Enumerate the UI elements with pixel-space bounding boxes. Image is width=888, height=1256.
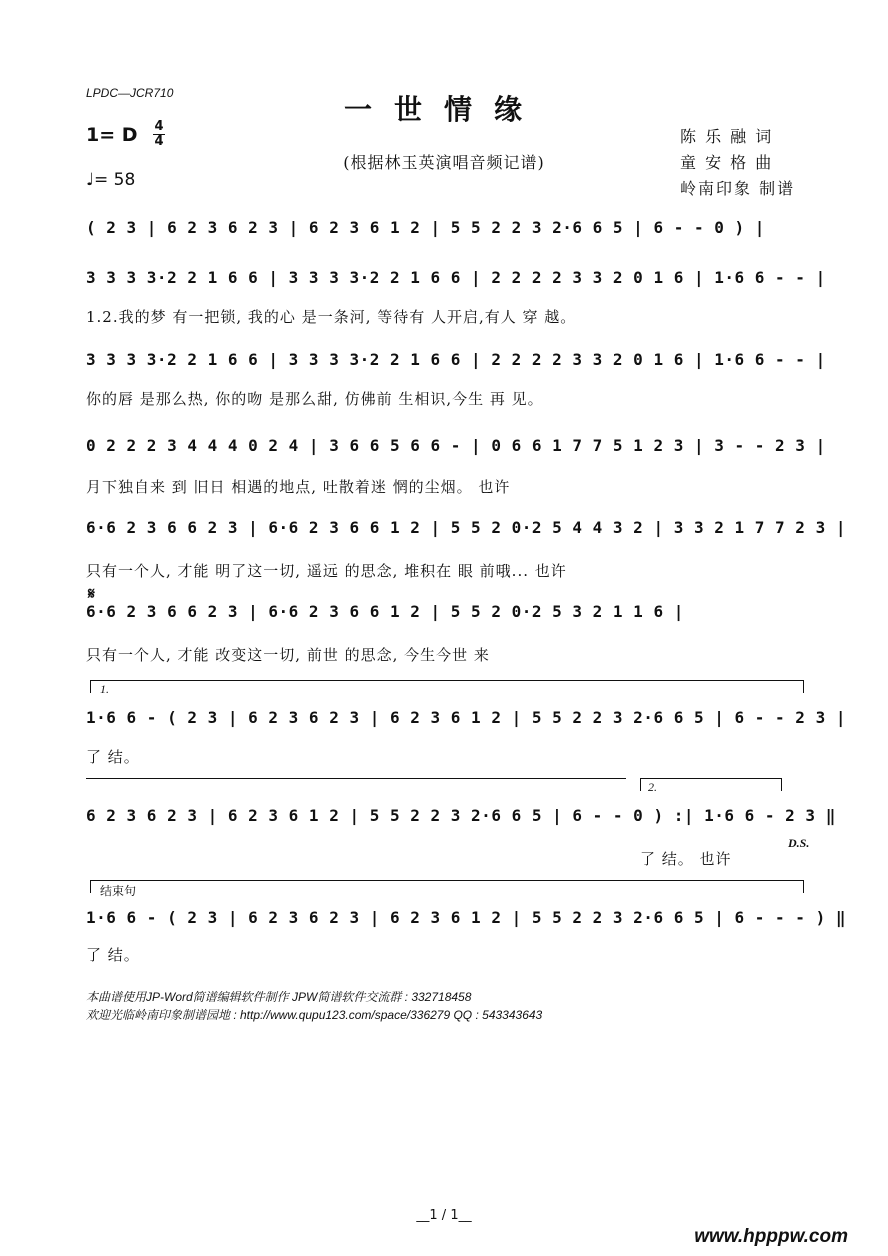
key-signature: 1= D	[86, 124, 138, 146]
volta-1-continuation	[86, 778, 626, 791]
notes-line-5: 6·6 2 3 6 6 2 3 | 6·6 2 3 6 6 1 2 | 5 5 2 0·2 5 4 4 3 2 | 3 3 2 1 7 7 2 3 |	[86, 518, 846, 537]
volta-1-bracket	[90, 680, 804, 693]
composer-credit: 童 安 格 曲	[680, 153, 774, 172]
notes-line-8: 6 2 3 6 2 3 | 6 2 3 6 1 2 | 5 5 2 2 3 2·6 6 5 | 6 - - 0 ) :| 1·6 6 - 2 3 ‖	[86, 806, 836, 825]
song-title: 一世情缘	[343, 93, 544, 126]
notes-line-1: ( 2 3 | 6 2 3 6 2 3 | 6 2 3 6 1 2 | 5 5 2 2 3 2·6 6 5 | 6 - - 0 ) |	[86, 218, 765, 237]
volta-2-label: 2.	[648, 780, 657, 794]
footer-software-note: 本曲谱使用JP-Word简谱编辑软件制作 JPW简谱软件交流群 : 332718458	[86, 990, 472, 1004]
transcriber-credit: 岭南印象 制谱	[680, 179, 796, 198]
subtitle: (根据林玉英演唱音频记谱)	[343, 153, 545, 172]
ds-marking: D.S.	[788, 836, 810, 850]
lyrics-line-7: 了 结。	[86, 748, 140, 766]
lyrics-line-2: 1.2.我的梦 有一把锁, 我的心 是一条河, 等待有 人开启,有人 穿 越。	[86, 308, 577, 326]
site-watermark: www.hpppw.com	[694, 1226, 848, 1247]
lyrics-line-9: 了 结。	[86, 946, 140, 964]
notes-line-7: 1·6 6 - ( 2 3 | 6 2 3 6 2 3 | 6 2 3 6 1 2 | 5 5 2 2 3 2·6 6 5 | 6 - - 2 3 |	[86, 708, 846, 727]
tempo-marking: ♩= 58	[86, 170, 136, 190]
notes-line-4: 0 2 2 2 3 4 4 4 0 2 4 | 3 6 6 5 6 6 - | 0 6 6 1 7 7 5 1 2 3 | 3 - - 2 3 |	[86, 436, 826, 455]
notes-line-9: 1·6 6 - ( 2 3 | 6 2 3 6 2 3 | 6 2 3 6 1 2 | 5 5 2 2 3 2·6 6 5 | 6 - - - ) ‖	[86, 908, 846, 927]
lyrics-line-4: 月下独自来 到 旧日 相遇的地点, 吐散着迷 惘的尘烟。 也许	[86, 478, 511, 496]
time-top: 4	[154, 119, 164, 134]
footer-website-note: 欢迎光临岭南印象制谱园地 : http://www.qupu123.com/space/336279 QQ : 543343643	[86, 1008, 543, 1022]
notes-line-2: 3 3 3 3·2 2 1 6 6 | 3 3 3 3·2 2 1 6 6 | 2 2 2 2 3 3 2 0 1 6 | 1·6 6 - - |	[86, 268, 826, 287]
score-code: LPDC—JCR710	[86, 86, 174, 100]
lyricist-credit: 陈 乐 融 词	[680, 127, 774, 146]
lyrics-line-3: 你的唇 是那么热, 你的吻 是那么甜, 仿佛前 生相识,今生 再 见。	[86, 390, 544, 408]
lyrics-line-6: 只有一个人, 才能 改变这一切, 前世 的思念, 今生今世 来	[86, 646, 490, 664]
time-bottom: 4	[154, 134, 164, 149]
ending-label: 结束句	[100, 884, 137, 898]
lyrics-line-5: 只有一个人, 才能 明了这一切, 遥远 的思念, 堆积在 眼 前哦... 也许	[86, 562, 567, 580]
notes-line-6: 6·6 2 3 6 6 2 3 | 6·6 2 3 6 6 1 2 | 5 5 2 0·2 5 3 2 1 1 6 |	[86, 602, 684, 621]
page-number: __1 / 1__	[416, 1208, 472, 1223]
notes-line-3: 3 3 3 3·2 2 1 6 6 | 3 3 3 3·2 2 1 6 6 | 2 2 2 2 3 3 2 0 1 6 | 1·6 6 - - |	[86, 350, 826, 369]
volta-2-bracket	[640, 778, 782, 791]
ending-bracket	[90, 880, 804, 893]
lyrics-line-8: 了 结。 也许	[640, 850, 732, 868]
segno-sign: 𝄋	[88, 584, 95, 603]
volta-1-label: 1.	[100, 682, 109, 696]
time-signature	[152, 120, 166, 149]
